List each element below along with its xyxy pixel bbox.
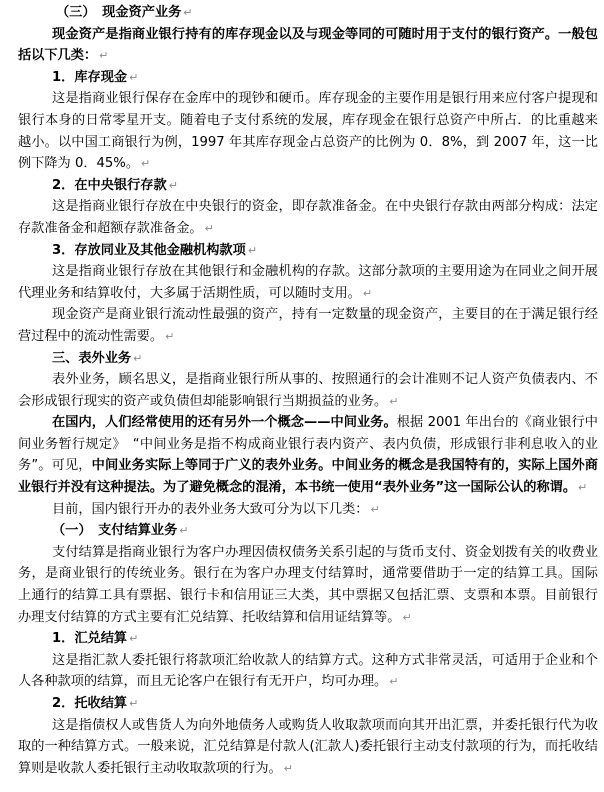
document-page bbox=[0, 2, 604, 792]
paragraph-central-bank-deposits: 这是指商业银行存放在中央银行的资金，即存款准备金。在中央银行存款由两部分构成：法定存款准备金和超额存款准备金。 ↵ bbox=[18, 199, 598, 236]
item-heading-remittance: 1．汇兑结算 ↵ bbox=[52, 631, 139, 647]
section-heading-off-balance-sheet: 三、表外业务 ↵ bbox=[52, 350, 143, 366]
subsection-heading-payment-settlement: （一） 支付结算业务 ↵ bbox=[52, 523, 189, 539]
item-heading-interbank-deposits: 3．存放同业及其他金融机构款项 ↵ bbox=[52, 242, 258, 258]
paragraph-payment-settlement: 支付结算是指商业银行为客户办理因债权债务关系引起的与货币支付、资金划拨有关的收费业务，是商业银行的传统业务。银行在为客户办理支付结算时，通常要借助于一定的结算工具。国际上通行的结算工具有票据、银行卡和信用证三大类，其中票据又包括汇票、支票和本票。目前银行办理支付结算的方式主要有汇兑结算、托收结算和信用证结算等。 ↵ bbox=[18, 544, 598, 625]
item-heading-cash-in-vault: 1．库存现金 ↵ bbox=[52, 69, 139, 85]
paragraph-interbank-deposits: 这是指商业银行存放在其他银行和金融机构的存款。这部分款项的主要用途为在同业之间开展代理业务和结算收付，大多属于活期性质，可以随时支用。 ↵ bbox=[18, 264, 598, 301]
section-heading-cash-assets: （三） 现金资产业务 ↵ bbox=[56, 5, 193, 20]
paragraph-collection: 这是指债权人或售货人为向外地债务人或购货人收取款项而向其开出汇票，并委托银行代为收取的一种结算方式。一般来说，汇兑结算是付款人(汇款人)委托银行主动支付款项的行为，而托收结算则是收款人委托银行主动收取款项的行为。 ↵ bbox=[18, 717, 598, 776]
paragraph-intermediary-business: 在国内，人们经常使用的还有另外一个概念——中间业务。根据 2001 年出台的《商业银行中间业务暂行规定》 “中间业务是指不构成商业银行表内资产、表内负债，形成银行非利息收入的业务”。可见，中间业务实际上等同于广义的表外业务。中间业务的概念是我国特有的，实际上国外商业银行并没有这种提法。为了避免概念的混淆，本书统一使用“表外业务”这一国际公认的称谓。 ↵ bbox=[18, 415, 598, 496]
paragraph-off-balance-definition: 表外业务，顾名思义，是指商业银行所从事的、按照通行的会计准则不记人资产负债表内、不会形成银行现实的资产或负债但却能影响银行当期损益的业务。 ↵ bbox=[18, 372, 598, 409]
cash-assets-definition: 现金资产是指商业银行持有的库存现金以及与现金等同的可随时用于支付的银行资产。一般包括以下几类： ↵ bbox=[18, 26, 598, 64]
item-heading-central-bank-deposits: 2．在中央银行存款 ↵ bbox=[52, 177, 178, 193]
paragraph-cash-in-vault: 这是指商业银行保存在金库中的现钞和硬币。库存现金的主要作用是银行用来应付客户提现和银行本身的日常零星开支。随着电子支付系统的发展，库存现金在银行总资产中所占．的比重越来越小。以中国工商银行为例，1997 年其库存现金占总资产的比例为 0．8%，到 2007 年，这一比例下降为 0．45%。 ↵ bbox=[18, 91, 598, 172]
paragraph-remittance: 这是指汇款人委托银行将款项汇给收款人的结算方式。这种方式非常灵活，可适用于企业和个人各种款项的结算，而且无论客户在银行有无开户，均可办理。 ↵ bbox=[18, 652, 598, 690]
item-heading-collection: 2．托收结算 ↵ bbox=[52, 696, 139, 711]
paragraph-cash-assets-summary: 现金资产是商业银行流动性最强的资产，持有一定数量的现金资产，主要目的在于满足银行经营过程中的流动性需要。 ↵ bbox=[18, 307, 598, 344]
paragraph-categories-intro: 目前，国内银行开办的表外业务大致可分为以下几类： ↵ bbox=[52, 501, 380, 517]
